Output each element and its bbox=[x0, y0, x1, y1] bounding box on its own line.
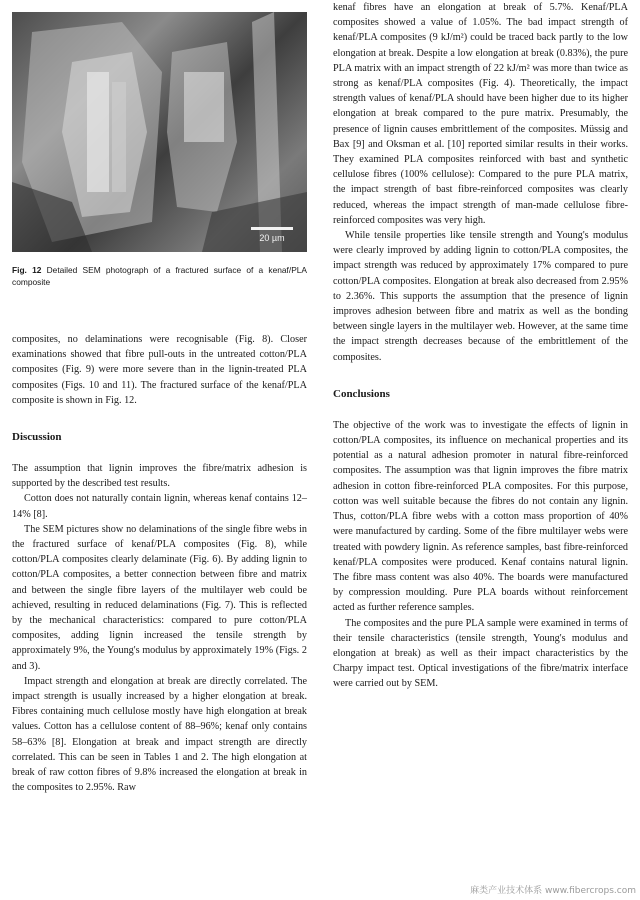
discussion-paragraph-1: The assumption that lignin improves the fibre/matrix adhesion is supported by the described test results. bbox=[12, 463, 307, 490]
sem-image bbox=[12, 12, 307, 252]
conclusions-paragraph-1: The objective of the work was to investigate the effects of lignin in cotton/PLA composites, its influence on mechanical properties and its potential as a natural adhesion promoter in natural fibre-reinforced composites. The assumption was that lignin improves the fibre matrix adhesion in cotton fibre-reinforced PLA composites. For this purpose, cotton was well suitable because the fibres do not contain any lignin. Thus, cotton/PLA fibre webs with a cotton mass proportion of 40% were manufactured by carding. Some of the fibre multilayer webs were treated with powdery lignin. As reference samples, bast fibre-reinforced kenaf/PLA composites were produced. Kenaf contains natural lignin. The fibre mass content was also 40%. The boards were manufactured by compression moulding. Pure PLA boards without reinforcement acted as further reference samples. bbox=[333, 419, 628, 614]
discussion-paragraph-4: Impact strength and elongation at break are directly correlated. The impact strength is usually increased by a higher elongation at break. Fibres containing much cellulose mostly have high elongation at break values. Cotton has a cellulose content of 88–96%; kenaf only contains 58–63% [8]. Elongation at break and impact strength are directly correlated. This can be seen in Tables 1 and 2. The high elongation at break of raw cotton fibres of 9.8% increased the elongation at break in the composites to 2.95%. Raw bbox=[12, 675, 307, 794]
paragraph-results-end: composites, no delaminations were recognisable (Fig. 8). Closer examinations showed that fibre pull-outs in the untreated cotton/PLA composites (Fig. 9) were more severe than in the lignin-treated PLA composites (Figs. 10 and 11). The fractured surface of the kenaf/PLA composite is shown in Fig. 12. bbox=[12, 334, 307, 406]
discussion-paragraph-6: While tensile properties like tensile strength and Young's modulus were clearly improved by adding lignin to cotton/PLA composites, the impact strength was reduced by approximately 17% compared to pure cotton/PLA composites. Elongation at break also decreased from 2.95% to 2.36%. This supports the assumption that the presence of lignin improves adhesion between fibre and matrix as well as the bonding between single layers in the multilayer web. However, at the same time the impact strength decreases because of the embrittlement of the composites. bbox=[333, 230, 628, 363]
conclusions-paragraph-2: The composites and the pure PLA sample were examined in terms of their tensile characteristics (tensile strength, Young's modulus and elongation at break) as well as their impact characteristics by the Charpy impact test. Optical investigations of the fibre/matrix interface were carried out by SEM. bbox=[333, 617, 628, 690]
right-column bbox=[333, 0, 628, 692]
scale-bar bbox=[251, 227, 293, 246]
caption-text: Detailed SEM photograph of a fractured surface of a kenaf/PLA composite bbox=[12, 265, 308, 287]
discussion-paragraph-2: Cotton does not naturally contain lignin, whereas kenaf contains 12–14% [8]. bbox=[12, 493, 307, 520]
sem-figure bbox=[12, 12, 307, 252]
conclusions-heading: Conclusions bbox=[333, 387, 390, 400]
caption-label: Fig. 12 bbox=[12, 265, 42, 275]
discussion-paragraph-5: kenaf fibres have an elongation at break of 5.7%. Kenaf/PLA composites showed a value of 1.05%. The bad impact strength of kenaf/PLA composites (9 kJ/m²) could be traced back partly to the low elongation at break. Despite a low elongation at break (0.83%), the pure PLA matrix with an impact strength of 22 kJ/m² was more than twice as strong as kenaf/PLA composites (Fig. 4). Theoretically, the impact strength values of kenaf/PLA should have been higher due to its higher elongation at break compared to the pure matrix. Presumably, the presence of lignin causes embrittlement of the composites. Müssig and Bax [9] and Oksman et al. [10] reported similar results in their works. They examined PLA composites reinforced with bast and synthetic cellulose fibres (100% cellulose): Compared to the pure PLA matrix, the impact strength of bast fibre-reinforced composites was clearly reduced, whereas the impact strength of man-made cellulose fibre-reinforced composites was very high. bbox=[333, 2, 628, 226]
discussion-paragraph-3: The SEM pictures show no delaminations of the single fibre webs in the fractured surface of kenaf/PLA composites (Fig. 8), while cotton/PLA composites clearly delaminate (Fig. 6). By adding lignin to cotton/PLA composites, a better connection between fibre and matrix and between the single fibre layers of the multilayer web could be achieved, resulting in reduced delaminations (Fig. 7). This is reflected by the mechanical characteristics: compared to pure cotton/PLA composites, adding lignin increased the tensile strength by approximately 9%, the Young's modulus by approximately 19% (Figs. 2 and 3). bbox=[12, 523, 307, 672]
discussion-heading: Discussion bbox=[12, 431, 62, 444]
scale-label: 20 µm bbox=[259, 232, 285, 243]
watermark: 麻类产业技术体系 www.fibercrops.com bbox=[470, 886, 636, 896]
left-column bbox=[12, 0, 307, 795]
figure-caption bbox=[12, 264, 307, 288]
